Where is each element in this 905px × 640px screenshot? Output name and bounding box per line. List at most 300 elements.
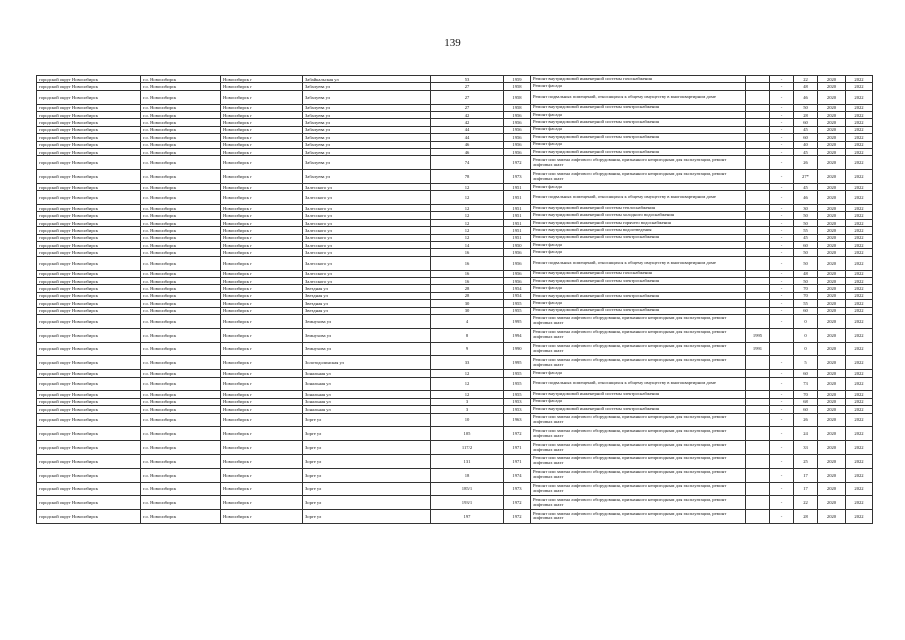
table-row xyxy=(37,156,873,170)
year-built-cell: 1955 xyxy=(504,377,531,391)
end-year-cell: 2022 xyxy=(846,212,873,219)
extra-year-cell xyxy=(746,219,770,226)
dash-cell xyxy=(770,328,794,342)
work-type-cell: Ремонт внутридомовой инженерной системы газоснабжения xyxy=(531,76,746,83)
district-cell: городской округ Новосибирск xyxy=(37,482,141,496)
work-type-cell: Ремонт или замена лифтового оборудования, признанного непригодным для эксплуатации, ремонт лифтовых шахт xyxy=(531,468,746,482)
work-type-cell: Ремонт или замена лифтового оборудования, признанного непригодным для эксплуатации, ремонт лифтовых шахт xyxy=(531,156,746,170)
table-row xyxy=(37,413,873,427)
year-built-cell: 1956 xyxy=(504,134,531,141)
settlement-cell: г.о. Новосибирск xyxy=(141,141,221,148)
city-cell: Новосибирск г xyxy=(221,111,303,118)
dash-cell: - xyxy=(770,76,794,83)
value-cell: 55 xyxy=(794,227,818,234)
value-cell: 46 xyxy=(794,191,818,205)
street-cell: Зорге ул xyxy=(303,482,431,496)
district-cell: городской округ Новосибирск xyxy=(37,510,141,524)
house-number-cell: 3 xyxy=(431,406,504,413)
page-number: 139 xyxy=(444,37,461,49)
street-cell: Зорге ул xyxy=(303,510,431,524)
table-row xyxy=(37,468,873,482)
house-number-cell: 105 xyxy=(431,427,504,441)
value-cell: 0 xyxy=(794,342,818,356)
start-year-cell: 2020 xyxy=(818,482,846,496)
house-number-cell: 28 xyxy=(431,292,504,299)
house-number-cell: 12 xyxy=(431,219,504,226)
year-built-cell: 1956 xyxy=(504,119,531,126)
table-row xyxy=(37,170,873,184)
house-number-cell: 27 xyxy=(431,90,504,104)
table-row xyxy=(37,183,873,190)
house-number-cell: 185/1 xyxy=(431,482,504,496)
city-cell: Новосибирск г xyxy=(221,468,303,482)
year-built-cell: 1956 xyxy=(504,249,531,256)
work-type-cell: Ремонт внутридомовой инженерной системы горячего водоснабжения xyxy=(531,219,746,226)
start-year-cell: 2020 xyxy=(818,307,846,314)
end-year-cell: 2022 xyxy=(846,496,873,510)
work-type-cell: Ремонт или замена лифтового оборудования, признанного непригодным для эксплуатации, ремонт лифтовых шахт xyxy=(531,328,746,342)
start-year-cell: 2020 xyxy=(818,510,846,524)
start-year-cell: 2020 xyxy=(818,300,846,307)
city-cell: Новосибирск г xyxy=(221,398,303,405)
district-cell: городской округ Новосибирск xyxy=(37,256,141,270)
dash-cell: - xyxy=(770,205,794,212)
street-cell: Зональная ул xyxy=(303,391,431,398)
dash-cell: - xyxy=(770,156,794,170)
district-cell: городской округ Новосибирск xyxy=(37,156,141,170)
extra-year-cell xyxy=(746,468,770,482)
district-cell: городской округ Новосибирск xyxy=(37,227,141,234)
district-cell: городской округ Новосибирск xyxy=(37,249,141,256)
house-number-cell: 12 xyxy=(431,391,504,398)
street-cell: Забалуева ул xyxy=(303,111,431,118)
house-number-cell: 74 xyxy=(431,156,504,170)
extra-year-cell xyxy=(746,300,770,307)
table-row xyxy=(37,234,873,241)
table-row xyxy=(37,141,873,148)
start-year-cell: 2020 xyxy=(818,76,846,83)
table-row xyxy=(37,314,873,328)
value-cell: 26 xyxy=(794,413,818,427)
settlement-cell: г.о. Новосибирск xyxy=(141,111,221,118)
dash-cell: - xyxy=(770,227,794,234)
year-built-cell: 1973 xyxy=(504,170,531,184)
city-cell: Новосибирск г xyxy=(221,76,303,83)
dash-cell: - xyxy=(770,219,794,226)
value-cell: 26 xyxy=(794,156,818,170)
end-year-cell: 2022 xyxy=(846,398,873,405)
extra-year-cell xyxy=(746,356,770,370)
start-year-cell: 2020 xyxy=(818,377,846,391)
city-cell: Новосибирск г xyxy=(221,427,303,441)
extra-year-cell xyxy=(746,270,770,277)
work-type-cell: Ремонт внутридомовой инженерной системы холодного водоснабжения xyxy=(531,212,746,219)
house-number-cell: 27 xyxy=(431,83,504,90)
start-year-cell: 2020 xyxy=(818,183,846,190)
settlement-cell: г.о. Новосибирск xyxy=(141,227,221,234)
street-cell: Зорге ул xyxy=(303,427,431,441)
street-cell: Зональная ул xyxy=(303,370,431,377)
city-cell: Новосибирск г xyxy=(221,454,303,468)
year-built-cell: 1972 xyxy=(504,156,531,170)
year-built-cell: 1974 xyxy=(504,468,531,482)
year-built-cell: 1956 xyxy=(504,270,531,277)
settlement-cell: г.о. Новосибирск xyxy=(141,300,221,307)
house-number-cell: 46 xyxy=(431,141,504,148)
end-year-cell: 2022 xyxy=(846,170,873,184)
house-number-cell: 12 xyxy=(431,191,504,205)
end-year-cell: 2022 xyxy=(846,270,873,277)
end-year-cell: 2022 xyxy=(846,183,873,190)
city-cell: Новосибирск г xyxy=(221,119,303,126)
end-year-cell: 2022 xyxy=(846,342,873,356)
start-year-cell: 2020 xyxy=(818,256,846,270)
extra-year-cell xyxy=(746,249,770,256)
repair-register-table xyxy=(36,75,873,524)
dash-cell: - xyxy=(770,191,794,205)
extra-year-cell xyxy=(746,90,770,104)
street-cell: Забалуева ул xyxy=(303,90,431,104)
start-year-cell: 2020 xyxy=(818,212,846,219)
table-row xyxy=(37,119,873,126)
value-cell: 24 xyxy=(794,427,818,441)
start-year-cell: 2020 xyxy=(818,90,846,104)
end-year-cell: 2022 xyxy=(846,191,873,205)
house-number-cell: 12 xyxy=(431,183,504,190)
dash-cell: - xyxy=(770,126,794,133)
table-row xyxy=(37,90,873,104)
year-built-cell: 1973 xyxy=(504,482,531,496)
city-cell: Новосибирск г xyxy=(221,482,303,496)
year-built-cell: 1954 xyxy=(504,285,531,292)
dash-cell: - xyxy=(770,441,794,455)
dash-cell: - xyxy=(770,285,794,292)
end-year-cell: 2022 xyxy=(846,285,873,292)
table-row xyxy=(37,249,873,256)
street-cell: Золотодолинская ул xyxy=(303,356,431,370)
dash-cell: - xyxy=(770,242,794,249)
settlement-cell: г.о. Новосибирск xyxy=(141,219,221,226)
value-cell: 0 xyxy=(794,314,818,328)
street-cell: Залесского ул xyxy=(303,256,431,270)
city-cell: Новосибирск г xyxy=(221,212,303,219)
extra-year-cell xyxy=(746,292,770,299)
city-cell: Новосибирск г xyxy=(221,406,303,413)
city-cell: Новосибирск г xyxy=(221,134,303,141)
work-type-cell: Ремонт внутридомовой инженерной системы электроснабжения xyxy=(531,292,746,299)
city-cell: Новосибирск г xyxy=(221,314,303,328)
end-year-cell: 2022 xyxy=(846,510,873,524)
extra-year-cell xyxy=(746,119,770,126)
value-cell: 70 xyxy=(794,285,818,292)
settlement-cell: г.о. Новосибирск xyxy=(141,205,221,212)
work-type-cell: Ремонт подвальных помещений, относящихся к общему имуществу в многоквартирном доме xyxy=(531,90,746,104)
extra-year-cell xyxy=(746,76,770,83)
settlement-cell: г.о. Новосибирск xyxy=(141,482,221,496)
work-type-cell: Ремонт внутридомовой инженерной системы электроснабжения xyxy=(531,406,746,413)
extra-year-cell xyxy=(746,406,770,413)
district-cell: городской округ Новосибирск xyxy=(37,468,141,482)
street-cell: Зорге ул xyxy=(303,441,431,455)
district-cell: городской округ Новосибирск xyxy=(37,285,141,292)
dash-cell: - xyxy=(770,454,794,468)
dash-cell: - xyxy=(770,141,794,148)
start-year-cell: 2020 xyxy=(818,356,846,370)
house-number-cell: 42 xyxy=(431,111,504,118)
district-cell: городской округ Новосибирск xyxy=(37,191,141,205)
city-cell: Новосибирск г xyxy=(221,441,303,455)
district-cell: городской округ Новосибирск xyxy=(37,406,141,413)
value-cell: 28 xyxy=(794,510,818,524)
street-cell: Залесского ул xyxy=(303,270,431,277)
city-cell: Новосибирск г xyxy=(221,141,303,148)
extra-year-cell xyxy=(746,111,770,118)
table-row xyxy=(37,242,873,249)
settlement-cell: г.о. Новосибирск xyxy=(141,427,221,441)
table-row xyxy=(37,227,873,234)
settlement-cell: г.о. Новосибирск xyxy=(141,406,221,413)
value-cell: 50 xyxy=(794,219,818,226)
dash-cell: - xyxy=(770,496,794,510)
table-row xyxy=(37,111,873,118)
start-year-cell: 2020 xyxy=(818,285,846,292)
end-year-cell: 2022 xyxy=(846,356,873,370)
dash-cell: - xyxy=(770,104,794,111)
extra-year-cell xyxy=(746,278,770,285)
district-cell: городской округ Новосибирск xyxy=(37,377,141,391)
dash-cell: - xyxy=(770,134,794,141)
settlement-cell: г.о. Новосибирск xyxy=(141,183,221,190)
extra-year-cell xyxy=(746,191,770,205)
city-cell: Новосибирск г xyxy=(221,104,303,111)
house-number-cell: 30 xyxy=(431,307,504,314)
dash-cell: - xyxy=(770,427,794,441)
street-cell: Залесского ул xyxy=(303,219,431,226)
end-year-cell: 2022 xyxy=(846,90,873,104)
year-built-cell: 1956 xyxy=(504,126,531,133)
district-cell: городской округ Новосибирск xyxy=(37,219,141,226)
settlement-cell: г.о. Новосибирск xyxy=(141,119,221,126)
start-year-cell: 2020 xyxy=(818,270,846,277)
house-number-cell: 44 xyxy=(431,126,504,133)
settlement-cell: г.о. Новосибирск xyxy=(141,90,221,104)
dash-cell: - xyxy=(770,83,794,90)
value-cell: 45 xyxy=(794,183,818,190)
year-built-cell: 1951 xyxy=(504,205,531,212)
table-row xyxy=(37,377,873,391)
start-year-cell: 2020 xyxy=(818,205,846,212)
street-cell: Забалуева ул xyxy=(303,119,431,126)
register-body xyxy=(37,76,873,524)
settlement-cell: г.о. Новосибирск xyxy=(141,242,221,249)
table-row xyxy=(37,76,873,83)
street-cell: Забалуева ул xyxy=(303,104,431,111)
street-cell: Залесского ул xyxy=(303,191,431,205)
value-cell: 17 xyxy=(794,468,818,482)
end-year-cell: 2022 xyxy=(846,219,873,226)
work-type-cell: Ремонт внутридомовой инженерной системы электроснабжения xyxy=(531,104,746,111)
house-number-cell: 12 xyxy=(431,234,504,241)
start-year-cell: 2020 xyxy=(818,398,846,405)
value-cell: 50 xyxy=(794,249,818,256)
dash-cell xyxy=(770,342,794,356)
table-row xyxy=(37,391,873,398)
district-cell: городской округ Новосибирск xyxy=(37,496,141,510)
city-cell: Новосибирск г xyxy=(221,227,303,234)
district-cell: городской округ Новосибирск xyxy=(37,183,141,190)
value-cell: 45 xyxy=(794,148,818,155)
work-type-cell: Ремонт фасада xyxy=(531,141,746,148)
city-cell: Новосибирск г xyxy=(221,370,303,377)
extra-year-cell xyxy=(746,454,770,468)
district-cell: городской округ Новосибирск xyxy=(37,104,141,111)
work-type-cell: Ремонт или замена лифтового оборудования, признанного непригодным для эксплуатации, ремонт лифтовых шахт xyxy=(531,356,746,370)
extra-year-cell xyxy=(746,83,770,90)
street-cell: Зорге ул xyxy=(303,468,431,482)
dash-cell: - xyxy=(770,212,794,219)
street-cell: Залесского ул xyxy=(303,212,431,219)
start-year-cell: 2020 xyxy=(818,242,846,249)
dash-cell: - xyxy=(770,90,794,104)
city-cell: Новосибирск г xyxy=(221,300,303,307)
house-number-cell: 9 xyxy=(431,342,504,356)
city-cell: Новосибирск г xyxy=(221,170,303,184)
work-type-cell: Ремонт внутридомовой инженерной системы электроснабжения xyxy=(531,134,746,141)
dash-cell: - xyxy=(770,370,794,377)
work-type-cell: Ремонт или замена лифтового оборудования, признанного непригодным для эксплуатации, ремонт лифтовых шахт xyxy=(531,482,746,496)
extra-year-cell xyxy=(746,314,770,328)
start-year-cell: 2020 xyxy=(818,170,846,184)
district-cell: городской округ Новосибирск xyxy=(37,292,141,299)
value-cell: 50 xyxy=(794,212,818,219)
street-cell: Забалуева ул xyxy=(303,83,431,90)
house-number-cell: 10 xyxy=(431,413,504,427)
district-cell: городской округ Новосибирск xyxy=(37,134,141,141)
settlement-cell: г.о. Новосибирск xyxy=(141,191,221,205)
value-cell: 45 xyxy=(794,234,818,241)
year-built-cell: 1956 xyxy=(504,141,531,148)
value-cell: 48 xyxy=(794,270,818,277)
end-year-cell: 2022 xyxy=(846,148,873,155)
district-cell: городской округ Новосибирск xyxy=(37,342,141,356)
end-year-cell: 2022 xyxy=(846,413,873,427)
district-cell: городской округ Новосибирск xyxy=(37,441,141,455)
settlement-cell: г.о. Новосибирск xyxy=(141,104,221,111)
extra-year-cell xyxy=(746,104,770,111)
district-cell: городской округ Новосибирск xyxy=(37,398,141,405)
start-year-cell: 2020 xyxy=(818,278,846,285)
end-year-cell: 2022 xyxy=(846,314,873,328)
city-cell: Новосибирск г xyxy=(221,183,303,190)
house-number-cell: 18 xyxy=(431,468,504,482)
street-cell: Зональная ул xyxy=(303,406,431,413)
settlement-cell: г.о. Новосибирск xyxy=(141,83,221,90)
year-built-cell: 1950 xyxy=(504,242,531,249)
settlement-cell: г.о. Новосибирск xyxy=(141,356,221,370)
city-cell: Новосибирск г xyxy=(221,234,303,241)
house-number-cell: 16 xyxy=(431,270,504,277)
extra-year-cell: 1995 xyxy=(746,328,770,342)
extra-year-cell xyxy=(746,212,770,219)
street-cell: Забалуева ул xyxy=(303,141,431,148)
city-cell: Новосибирск г xyxy=(221,496,303,510)
dash-cell: - xyxy=(770,356,794,370)
street-cell: Зорге ул xyxy=(303,413,431,427)
settlement-cell: г.о. Новосибирск xyxy=(141,256,221,270)
start-year-cell: 2020 xyxy=(818,370,846,377)
start-year-cell: 2020 xyxy=(818,148,846,155)
work-type-cell: Ремонт внутридомовой инженерной системы электроснабжения xyxy=(531,119,746,126)
table-row xyxy=(37,427,873,441)
settlement-cell: г.о. Новосибирск xyxy=(141,413,221,427)
house-number-cell: 12 xyxy=(431,212,504,219)
year-built-cell: 1956 xyxy=(504,278,531,285)
table-row xyxy=(37,441,873,455)
year-built-cell: 1971 xyxy=(504,441,531,455)
year-built-cell: 1971 xyxy=(504,454,531,468)
table-row xyxy=(37,83,873,90)
end-year-cell: 2022 xyxy=(846,104,873,111)
extra-year-cell xyxy=(746,441,770,455)
house-number-cell: 12 xyxy=(431,377,504,391)
work-type-cell: Ремонт фасада xyxy=(531,126,746,133)
value-cell: 55 xyxy=(794,300,818,307)
dash-cell: - xyxy=(770,391,794,398)
district-cell: городской округ Новосибирск xyxy=(37,307,141,314)
year-built-cell: 1956 xyxy=(504,111,531,118)
end-year-cell: 2022 xyxy=(846,328,873,342)
start-year-cell: 2020 xyxy=(818,191,846,205)
district-cell: городской округ Новосибирск xyxy=(37,328,141,342)
value-cell: 60 xyxy=(794,119,818,126)
start-year-cell: 2020 xyxy=(818,468,846,482)
district-cell: городской округ Новосибирск xyxy=(37,356,141,370)
end-year-cell: 2022 xyxy=(846,468,873,482)
value-cell: 50 xyxy=(794,104,818,111)
street-cell: Залесского ул xyxy=(303,227,431,234)
dash-cell: - xyxy=(770,482,794,496)
start-year-cell: 2020 xyxy=(818,413,846,427)
work-type-cell: Ремонт внутридомовой инженерной системы электроснабжения xyxy=(531,391,746,398)
settlement-cell: г.о. Новосибирск xyxy=(141,278,221,285)
dash-cell: - xyxy=(770,398,794,405)
start-year-cell: 2020 xyxy=(818,391,846,398)
dash-cell: - xyxy=(770,270,794,277)
city-cell: Новосибирск г xyxy=(221,307,303,314)
table-row xyxy=(37,256,873,270)
house-number-cell: 12 xyxy=(431,205,504,212)
value-cell: 17 xyxy=(794,482,818,496)
district-cell: городской округ Новосибирск xyxy=(37,126,141,133)
end-year-cell: 2022 xyxy=(846,370,873,377)
street-cell: Зорге ул xyxy=(303,496,431,510)
settlement-cell: г.о. Новосибирск xyxy=(141,314,221,328)
table-row xyxy=(37,191,873,205)
year-built-cell: 1951 xyxy=(504,191,531,205)
year-built-cell: 1951 xyxy=(504,234,531,241)
table-row xyxy=(37,292,873,299)
house-number-cell: 16 xyxy=(431,249,504,256)
table-row xyxy=(37,454,873,468)
settlement-cell: г.о. Новосибирск xyxy=(141,234,221,241)
settlement-cell: г.о. Новосибирск xyxy=(141,249,221,256)
street-cell: Звездная ул xyxy=(303,307,431,314)
work-type-cell: Ремонт или замена лифтового оборудования, признанного непригодным для эксплуатации, ремонт лифтовых шахт xyxy=(531,496,746,510)
street-cell: Звездная ул xyxy=(303,292,431,299)
house-number-cell: 28 xyxy=(431,285,504,292)
value-cell: 40 xyxy=(794,141,818,148)
end-year-cell: 2022 xyxy=(846,141,873,148)
